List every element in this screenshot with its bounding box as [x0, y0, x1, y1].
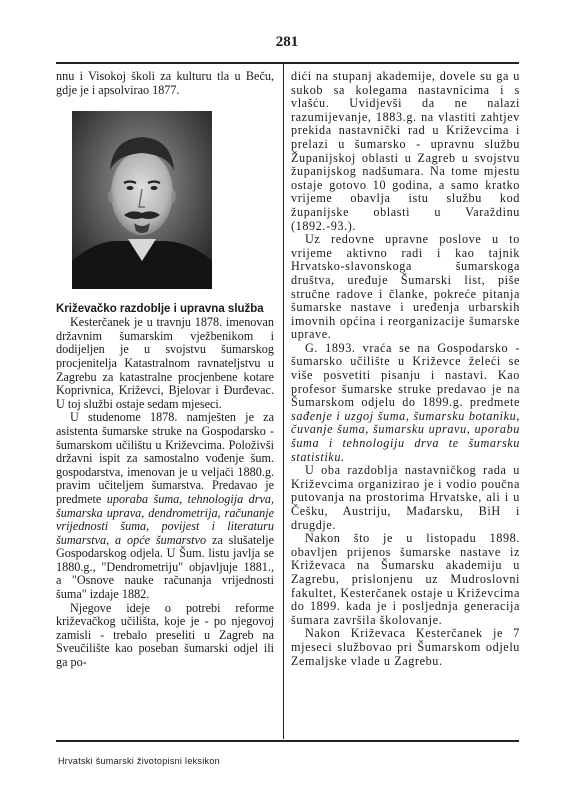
right-column	[291, 70, 520, 668]
paragraph: Njegove ideje o potrebi reforme križevačkog učilišta, koje je - po njegovoj zamisli - trebalo preseliti u Zagreb na Sveučilište kao poseban šumarski odjel ili ga po-	[56, 600, 274, 670]
paragraph: U oba razdoblja nastavničkog rada u Križevcima organizirao je i vodio poučna putovanja na prostorima Hrvatske, ali i u Češku, Austriju, Mađarsku, BiH i drugdje.	[291, 463, 520, 532]
paragraph-text: G. 1893. vraća se na Gospodarsko - šumarsko učilište u Križevce želeći se više posvetiti pisanju i nastavi. Kao profesor šumarske struke predavao je na Šumarskom odjelu do 1899.g. predmete	[291, 340, 520, 410]
top-rule	[56, 62, 519, 64]
section-heading: Križevačko razdoblje i upravna služba	[56, 303, 264, 316]
paragraph: Uz redovne upravne poslove u to vrijeme aktivno radi i kao tajnik Hrvatsko-slavonskoga šumarskoga društva, uređuje Šumarski list, piše stručne radove i članke, pokreće pitanja šumarske nastave i uređenja urbarskih imovnih općina i reorganizacije šumarske uprave.	[291, 232, 520, 342]
paragraph: Nakon što je u listopadu 1898. obavljen prijenos šumarske nastave iz Križevaca na Šumarsku akademiju u Zagrebu, prislonjenu uz Mudroslovni fakultet, Kesterčanek ostaje u Križevcima do 1899. kada je i posljednja generacija šumara završila školovanje.	[291, 531, 520, 627]
column-divider	[283, 64, 284, 739]
paragraph: dići na stupanj akademije, dovele su ga u sukob sa kolegama nastavnicima i s vlašću. Uvidjevši da ne nalazi razumijevanje, 1883.g. na vlastiti zahtjev prekida nastavnički rad u Križevcima i prelazi u šumarsko - upravnu službu Županijskoj oblasti u Zagreb u svojstvu županijskog nadšumara. Na tome mjestu ostaje gotovo 10 godina, a samo kratko vrijeme obavlja istu službu kod županijske oblasti u Varaždinu (1892.-93.).	[291, 69, 520, 233]
paragraph	[56, 411, 274, 601]
subject-list-italic: sađenje i uzgoj šuma, šumarsku botaniku, čuvanje šuma, šumarsku upravu, uporabu šuma i tehnologiju drva te šumarsku statistiku.	[291, 408, 520, 464]
footer-text: Hrvatski šumarski životopisni leksikon	[58, 756, 220, 766]
paragraph: Nakon Križevaca Kesterčanek je 7 mjeseci službovao pri Šumarskom odjelu Zemaljske vlade u Zagrebu.	[291, 626, 520, 668]
left-column	[56, 70, 274, 670]
paragraph	[291, 342, 520, 464]
subject-list-italic: uporaba šuma, tehnologija drva, šumarska uprava, dendrometrija, računanje vrijednosti šuma, povijest i literaturu šumarstva, a opće šumarstvo	[56, 491, 274, 547]
paragraph-text: U studenome 1878. namješten je za asistenta šumarske struke na Gospodarsko - šumarskom učilištu u Križevcima. Položivši državni ispit za samostalno vođenje šum. gospodarstva, imenovan je u veljači 1880.g. pravim učiteljem šumarstva. Predavao je predmete	[56, 410, 274, 506]
paragraph-text: za slušatelje Gospodarskog odjela. U Šum. listu javlja se 1880.g., "Dendrometriju" objavljuje 1881., a "Osnove nauke računanja vrijednosti šuma" izdaje 1882.	[56, 532, 274, 602]
page-number: 281	[275, 34, 299, 50]
bottom-rule	[56, 740, 519, 742]
intro-paragraph: nnu i Visokoj školi za kulturu tla u Beču, gdje je i apsolvirao 1877.	[56, 69, 274, 97]
paragraph: Kesterčanek je u travnju 1878. imenovan državnim šumarskim vježbenikom i dodijeljen je u svojstvu šumarskog procjenitelja Katastralnom ravnateljstvu u Zagrebu za katastralne procjenbene kotare Koprivnica, Križevci, Bjelovar i Đurđevac. U toj službi ostaje sedam mjeseci.	[56, 315, 274, 411]
portrait-photo	[72, 111, 212, 289]
